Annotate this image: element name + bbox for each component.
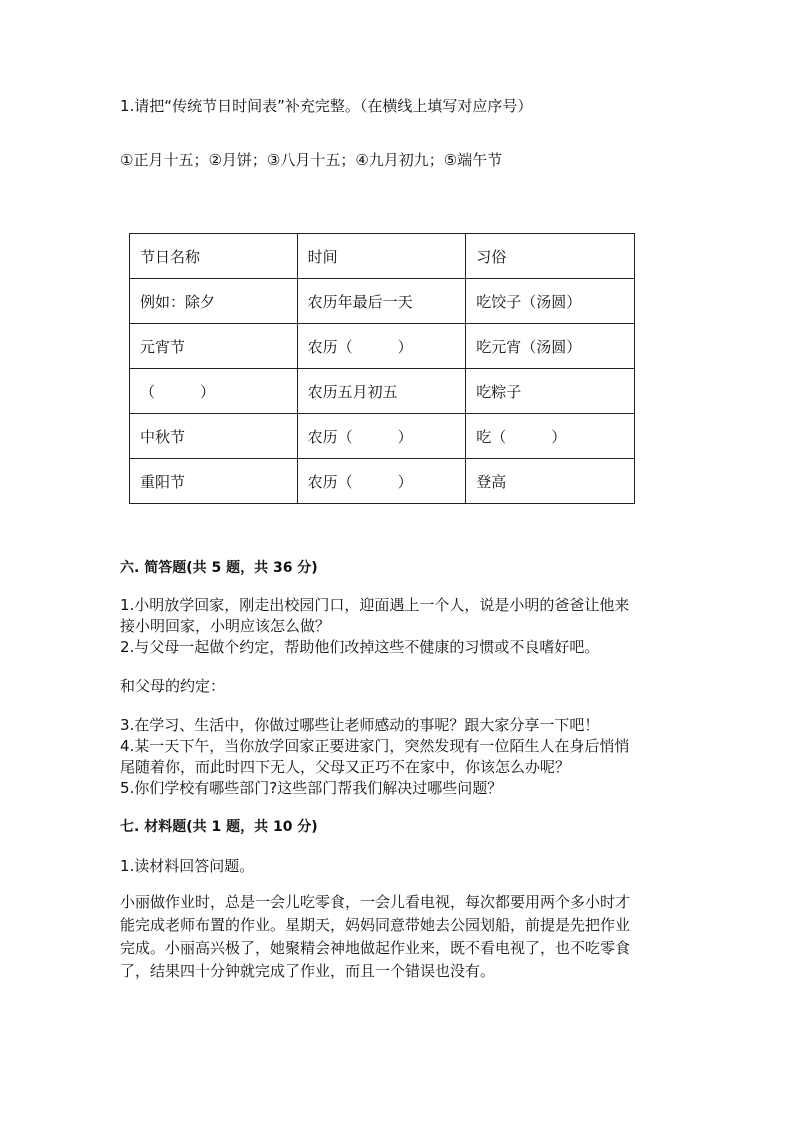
festival-table xyxy=(129,233,635,504)
table-cell: 吃粽子 xyxy=(466,369,635,414)
section-6-q5: 5.你们学校有哪些部门?这些部门帮我们解决过哪些问题？ xyxy=(120,779,503,797)
table-cell: 时间 xyxy=(297,234,466,279)
table-cell: 登高 xyxy=(466,459,635,504)
material-line: 能完成老师布置的作业。星期天，妈妈同意带她去公园划船，前提是先把作业 xyxy=(120,916,631,934)
section-6-q3: 3.在学习、生活中，你做过哪些让老师感动的事呢？跟大家分享一下吧！ xyxy=(120,716,600,734)
section-6-q1-line-1: 1.小明放学回家，刚走出校园门口，迎面遇上一个人，说是小明的爸爸让他来 xyxy=(120,596,630,614)
table-header-row xyxy=(130,234,635,279)
table-cell: （ ） xyxy=(130,369,298,414)
table-cell: 吃元宵（汤圆） xyxy=(466,324,635,369)
section-7-q1: 1.读材料回答问题。 xyxy=(120,857,255,875)
table-cell: 中秋节 xyxy=(130,414,298,459)
table-row xyxy=(130,414,635,459)
table-cell: 习俗 xyxy=(466,234,635,279)
section-6-q1-line-2: 接小明回家，小明应该怎么做？ xyxy=(120,617,331,635)
table-cell: 农历五月初五 xyxy=(297,369,466,414)
section-6-heading: 六. 简答题(共 5 题，共 36 分) xyxy=(120,560,318,576)
table-cell: 农历（ ） xyxy=(297,414,466,459)
table-cell: 农历年最后一天 xyxy=(297,279,466,324)
section-6-q4-line-2: 尾随着你，而此时四下无人，父母又正巧不在家中，你该怎么办呢？ xyxy=(120,758,571,776)
section-7-heading: 七. 材料题(共 1 题，共 10 分) xyxy=(120,819,318,835)
table-cell: 节日名称 xyxy=(130,234,298,279)
table-cell: 吃饺子（汤圆） xyxy=(466,279,635,324)
question-1-options: ①正月十五；②月饼；③八月十五；④九月初九；⑤端午节 xyxy=(120,151,503,169)
table-cell: 农历（ ） xyxy=(297,324,466,369)
table-row xyxy=(130,279,635,324)
question-1-prompt: 1.请把“传统节日时间表”补充完整。（在横线上填写对应序号） xyxy=(120,97,533,115)
table-row xyxy=(130,369,635,414)
table-row xyxy=(130,324,635,369)
table-cell: 吃（ ） xyxy=(466,414,635,459)
table-row xyxy=(130,459,635,504)
table-cell: 农历（ ） xyxy=(297,459,466,504)
material-line: 完成。小丽高兴极了，她聚精会神地做起作业来，既不看电视了，也不吃零食 xyxy=(120,939,631,957)
section-6-q2-sub: 和父母的约定： xyxy=(120,677,226,695)
table-cell: 元宵节 xyxy=(130,324,298,369)
table-cell: 重阳节 xyxy=(130,459,298,504)
section-6-q4-line-1: 4.某一天下午，当你放学回家正要进家门，突然发现有一位陌生人在身后悄悄 xyxy=(120,737,630,755)
table-cell: 例如：除夕 xyxy=(130,279,298,324)
material-line: 了，结果四十分钟就完成了作业，而且一个错误也没有。 xyxy=(120,962,496,980)
material-line: 小丽做作业时，总是一会儿吃零食，一会儿看电视，每次都要用两个多小时才 xyxy=(120,893,631,911)
section-6-q2: 2.与父母一起做个约定，帮助他们改掉这些不健康的习惯或不良嗜好吧。 xyxy=(120,638,600,656)
